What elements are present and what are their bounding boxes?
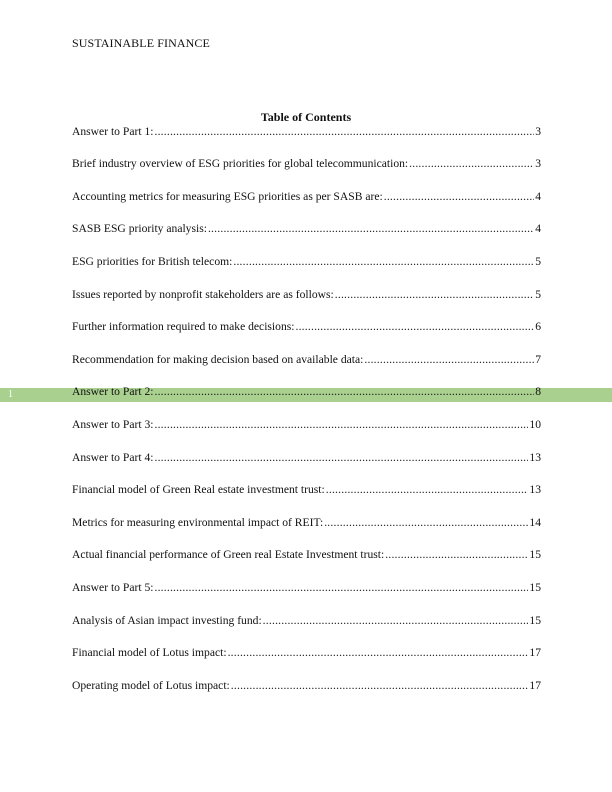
toc-entry-page[interactable]: 5	[535, 254, 541, 268]
toc-leader	[154, 417, 528, 433]
toc-list	[72, 123, 541, 694]
toc-entry[interactable]	[72, 123, 541, 140]
toc-entry[interactable]	[72, 335, 541, 368]
toc-entry-label[interactable]: Recommendation for making decision based on available data:	[72, 352, 364, 366]
toc-entry[interactable]	[72, 433, 541, 466]
toc-entry-page[interactable]: 13	[529, 483, 541, 497]
toc-entry-page[interactable]: 15	[529, 613, 541, 627]
toc-entry-selected[interactable]	[72, 368, 541, 401]
toc-entry-label[interactable]: Answer to Part 2:	[72, 385, 154, 399]
toc-title: Table of Contents	[260, 110, 352, 124]
toc-leader	[228, 645, 529, 661]
toc-entry-label[interactable]: Financial model of Green Real estate investment trust:	[72, 483, 325, 497]
toc-leader	[154, 124, 534, 140]
toc-leader	[154, 450, 528, 466]
toc-entry-page[interactable]: 6	[535, 320, 541, 334]
toc-entry-label[interactable]: Answer to Part 3:	[72, 417, 154, 431]
toc-entry[interactable]	[72, 172, 541, 205]
toc-entry[interactable]	[72, 466, 541, 499]
toc-entry-page[interactable]: 4	[535, 222, 541, 236]
toc-entry-page[interactable]: 15	[529, 580, 541, 594]
toc-entry-label[interactable]: Operating model of Lotus impact:	[72, 678, 230, 692]
toc-entry-label[interactable]: Answer to Part 4:	[72, 450, 154, 464]
toc-leader	[324, 515, 528, 531]
toc-entry-label[interactable]: Metrics for measuring environmental impact of REIT:	[72, 515, 324, 529]
toc-entry-label[interactable]: Further information required to make decisions:	[72, 320, 295, 334]
toc-leader	[231, 678, 529, 694]
toc-entry[interactable]	[72, 140, 541, 173]
toc-entry[interactable]	[72, 237, 541, 270]
toc-entry[interactable]	[72, 498, 541, 531]
toc-leader	[409, 156, 534, 172]
toc-entry[interactable]	[72, 563, 541, 596]
toc-entry-label[interactable]: Analysis of Asian impact investing fund:	[72, 613, 262, 627]
toc-leader	[233, 254, 534, 270]
toc-entry-page[interactable]: 7	[535, 352, 541, 366]
toc-entry-label[interactable]: Financial model of Lotus impact:	[72, 646, 227, 660]
toc-entry-page[interactable]: 5	[535, 287, 541, 301]
toc-leader	[385, 547, 528, 563]
toc-leader	[263, 613, 529, 629]
running-header: SUSTAINABLE FINANCE	[72, 36, 210, 50]
line-number: 1	[8, 389, 13, 400]
toc-entry-page[interactable]: 17	[529, 678, 541, 692]
toc-entry-page[interactable]: 13	[529, 450, 541, 464]
toc-entry-page[interactable]: 8	[535, 385, 541, 399]
toc-entry-page[interactable]: 3	[535, 124, 541, 138]
toc-entry[interactable]	[72, 629, 541, 662]
toc-entry[interactable]	[72, 661, 541, 694]
toc-leader	[208, 221, 534, 237]
toc-entry-page[interactable]: 3	[535, 157, 541, 171]
toc-leader	[335, 287, 534, 303]
toc-entry-page[interactable]: 14	[529, 515, 541, 529]
toc-entry[interactable]	[72, 270, 541, 303]
toc-leader	[326, 482, 529, 498]
toc-entry[interactable]	[72, 400, 541, 433]
toc-leader	[154, 580, 528, 596]
toc-entry-label[interactable]: Answer to Part 1:	[72, 124, 154, 138]
toc-entry-label[interactable]: Brief industry overview of ESG priorities for global telecommunication:	[72, 157, 409, 171]
toc-entry-label[interactable]: ESG priorities for British telecom:	[72, 254, 233, 268]
toc-entry-label[interactable]: SASB ESG priority analysis:	[72, 222, 207, 236]
toc-entry[interactable]	[72, 205, 541, 238]
toc-entry-page[interactable]: 10	[529, 417, 541, 431]
toc-leader	[364, 352, 534, 368]
toc-entry-label[interactable]: Issues reported by nonprofit stakeholders are as follows:	[72, 287, 334, 301]
toc-entry-page[interactable]: 17	[529, 646, 541, 660]
toc-entry-label[interactable]: Answer to Part 5:	[72, 580, 154, 594]
toc-entry[interactable]	[72, 303, 541, 336]
toc-leader	[154, 384, 534, 400]
toc-entry-page[interactable]: 4	[535, 189, 541, 203]
toc-leader	[295, 319, 534, 335]
toc-entry-page[interactable]: 15	[529, 548, 541, 562]
toc-entry-label[interactable]: Accounting metrics for measuring ESG priorities as per SASB are:	[72, 189, 383, 203]
toc-entry[interactable]	[72, 531, 541, 564]
toc-entry[interactable]	[72, 596, 541, 629]
toc-entry-label[interactable]: Actual financial performance of Green real Estate Investment trust:	[72, 548, 385, 562]
toc-leader	[384, 189, 534, 205]
